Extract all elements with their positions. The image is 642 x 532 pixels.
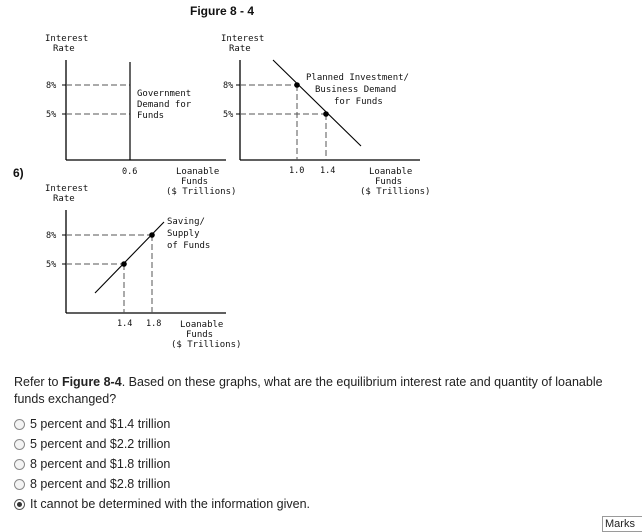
- marks-button[interactable]: Marks: [602, 516, 642, 532]
- option-d[interactable]: [14, 474, 310, 494]
- panel-saving-supply: [45, 184, 241, 350]
- p3-saving-supply-line: [95, 222, 164, 293]
- p3-xtick-1.4: 1.4: [117, 319, 133, 329]
- p1-xtick-0.6: 0.6: [122, 167, 138, 177]
- p2-curve-label-3: for Funds: [334, 97, 383, 107]
- question-suffix: . Based on these graphs, what are the equilibrium interest rate and quantity of loanable funds exchanged?: [14, 375, 603, 406]
- p1-xlabel-1: Loanable: [176, 167, 220, 177]
- p2-ytick-8: 8%: [223, 81, 234, 91]
- p3-curve-label-3: of Funds: [167, 241, 211, 251]
- p2-ylabel-2: Rate: [229, 44, 251, 54]
- radio-button[interactable]: [14, 459, 25, 470]
- p1-ylabel-1: Interest: [45, 34, 89, 44]
- p1-curve-label-3: Funds: [137, 111, 165, 121]
- p2-point-1.0-8: [294, 82, 300, 88]
- p2-xtick-1.4: 1.4: [320, 166, 336, 176]
- p3-point-1.8-8: [149, 232, 155, 238]
- p1-xlabel-2: Funds: [181, 177, 209, 187]
- question-number: 6): [13, 166, 24, 180]
- option-label: 8 percent and $1.8 trillion: [30, 457, 171, 471]
- p2-ytick-5: 5%: [223, 110, 234, 120]
- p2-xlabel-1: Loanable: [369, 167, 413, 177]
- option-b[interactable]: [14, 434, 310, 454]
- p3-ytick-8: 8%: [46, 231, 57, 241]
- p3-xlabel-2: Funds: [186, 330, 214, 340]
- option-label: 5 percent and $1.4 trillion: [30, 417, 171, 431]
- p1-xlabel-3: ($ Trillions): [166, 187, 237, 197]
- option-a[interactable]: [14, 414, 310, 434]
- radio-button[interactable]: [14, 479, 25, 490]
- p2-curve-label-1: Planned Investment/: [306, 73, 409, 83]
- p1-curve-label-2: Demand for: [137, 100, 192, 110]
- option-label: 5 percent and $2.2 trillion: [30, 437, 171, 451]
- p3-ylabel-2: Rate: [53, 194, 75, 204]
- option-label: 8 percent and $2.8 trillion: [30, 477, 171, 491]
- radio-button[interactable]: [14, 439, 25, 450]
- p1-ytick-8: 8%: [46, 81, 57, 91]
- p2-xtick-1.0: 1.0: [289, 166, 305, 176]
- option-c[interactable]: [14, 454, 310, 474]
- panel-investment-demand: [221, 34, 430, 197]
- option-e[interactable]: [14, 494, 310, 514]
- p3-curve-label-2: Supply: [167, 229, 200, 239]
- radio-button[interactable]: [14, 419, 25, 430]
- p2-xlabel-3: ($ Trillions): [360, 187, 431, 197]
- figure-reference: Figure 8-4: [61, 375, 122, 389]
- option-label: It cannot be determined with the information given.: [30, 497, 311, 511]
- radio-button[interactable]: [14, 499, 25, 510]
- p2-xlabel-2: Funds: [375, 177, 403, 187]
- p3-xtick-1.8: 1.8: [146, 319, 162, 329]
- question-prefix: Refer to: [14, 375, 62, 389]
- panel-government-demand: [45, 34, 236, 197]
- p3-xlabel-3: ($ Trillions): [171, 340, 242, 350]
- p1-ytick-5: 5%: [46, 110, 57, 120]
- answer-options: [14, 414, 310, 514]
- figure-title: Figure 8 - 4: [190, 4, 255, 18]
- p2-curve-label-2: Business Demand: [315, 85, 397, 95]
- p2-point-1.4-5: [323, 111, 329, 117]
- p3-ylabel-1: Interest: [45, 184, 89, 194]
- p3-xlabel-1: Loanable: [180, 320, 224, 330]
- p1-curve-label-1: Government: [137, 89, 192, 99]
- p1-ylabel-2: Rate: [53, 44, 75, 54]
- p3-point-1.4-5: [121, 261, 127, 267]
- p2-ylabel-1: Interest: [221, 34, 265, 44]
- p3-curve-label-1: Saving/: [167, 217, 205, 227]
- p3-ytick-5: 5%: [46, 260, 57, 270]
- question-text: [14, 374, 634, 408]
